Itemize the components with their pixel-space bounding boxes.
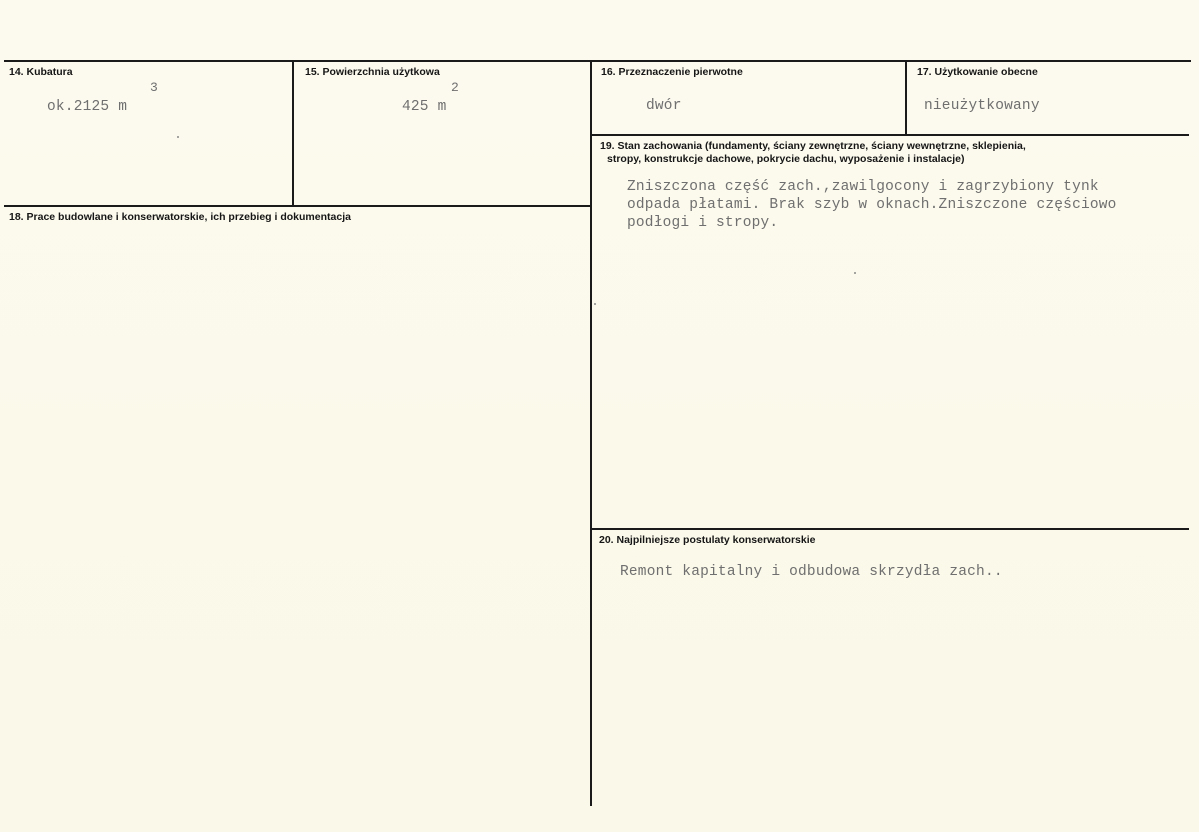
field-17-label: 17. Użytkowanie obecne	[917, 66, 1038, 78]
center-divider	[590, 62, 592, 806]
field-15-label: 15. Powierzchnia użytkowa	[305, 66, 440, 78]
scan-speck	[594, 303, 596, 305]
field-19-value-line-2: odpada płatami. Brak szyb w oknach.Zniszczone częściowo	[627, 197, 1117, 213]
field-15-value: 425 m	[402, 99, 447, 115]
rule-below-16-17	[591, 134, 1189, 136]
top-rule	[4, 60, 1191, 62]
field-14-unit-exponent: 3	[150, 80, 158, 95]
field-16-label: 16. Przeznaczenie pierwotne	[601, 66, 743, 78]
divider-16-17	[905, 62, 907, 135]
field-20-label: 20. Najpilniejsze postulaty konserwatorskie	[599, 534, 816, 546]
field-19-label-line-1: 19. Stan zachowania (fundamenty, ściany zewnętrzne, ściany wewnętrzne, sklepienia,	[600, 140, 1026, 152]
field-16-value: dwór	[646, 98, 682, 114]
field-20-value: Remont kapitalny i odbudowa skrzydła zach..	[620, 564, 1003, 580]
field-19-value-line-3: podłogi i stropy.	[627, 215, 779, 231]
field-19-label-line-2: stropy, konstrukcje dachowe, pokrycie dachu, wyposażenie i instalacje)	[607, 153, 965, 165]
scan-speck	[854, 272, 856, 274]
field-14-label: 14. Kubatura	[9, 66, 73, 78]
field-19-value-line-1: Zniszczona część zach.,zawilgocony i zagrzybiony tynk	[627, 179, 1099, 195]
field-18-label: 18. Prace budowlane i konserwatorskie, ich przebieg i dokumentacja	[9, 211, 351, 223]
rule-below-14-15	[4, 205, 591, 207]
field-14-value: ok.2125 m	[47, 99, 128, 115]
divider-14-15	[292, 62, 294, 205]
rule-above-20	[591, 528, 1189, 530]
field-15-unit-exponent: 2	[451, 80, 459, 95]
field-17-value: nieużytkowany	[924, 98, 1040, 114]
scan-speck	[177, 136, 179, 138]
